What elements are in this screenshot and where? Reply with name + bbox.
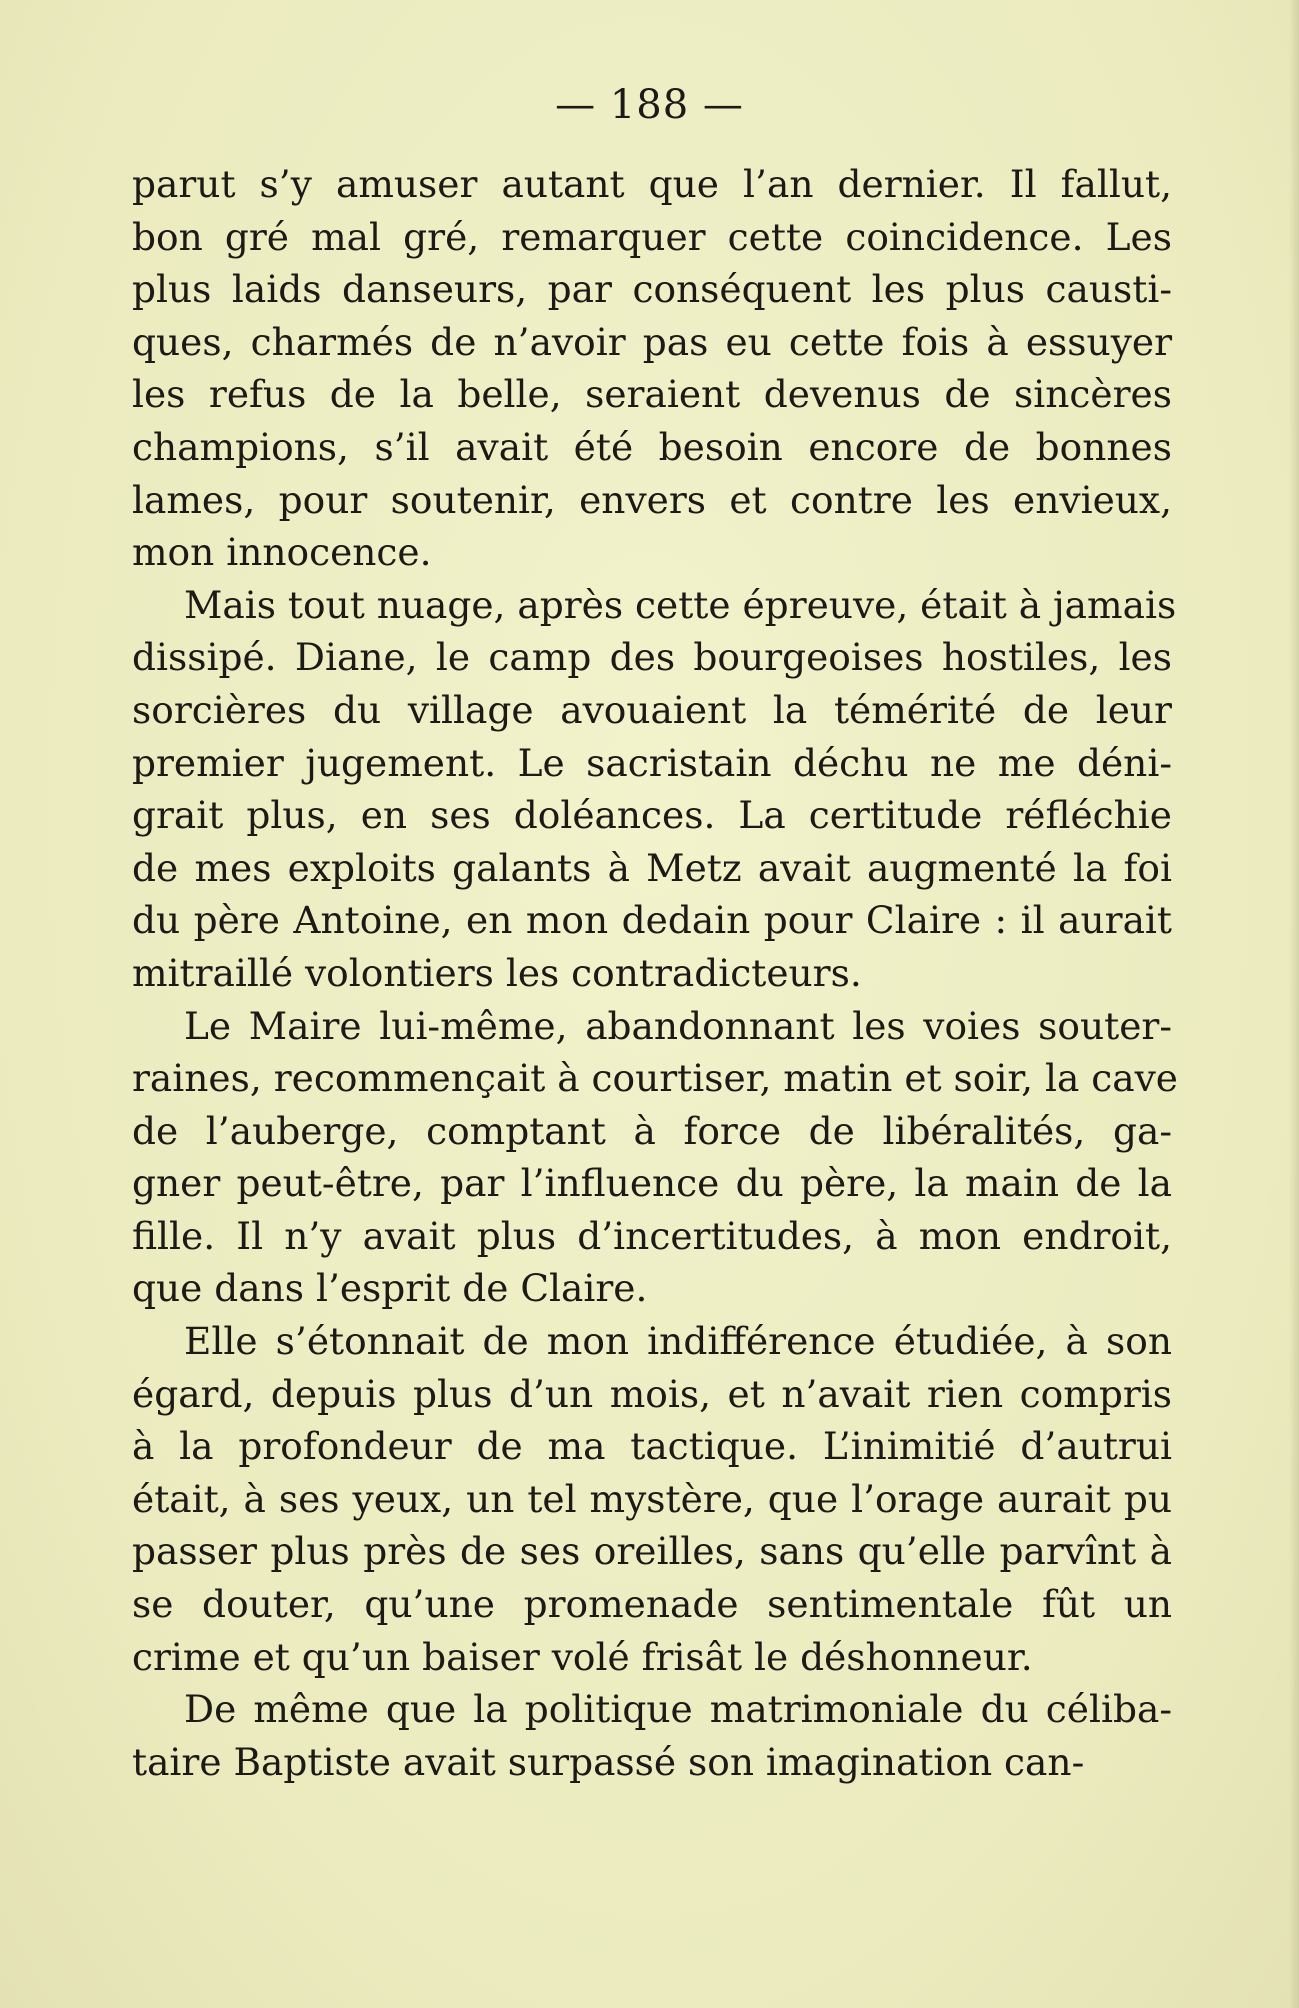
text-line: à la profondeur de ma tactique. L’inimitié d’autrui xyxy=(132,1424,1172,1469)
text-line: champions, s’il avait été besoin encore de bonnes xyxy=(132,424,1172,469)
text-line: que dans l’esprit de Claire. xyxy=(132,1266,648,1311)
page-edge-shadow xyxy=(1289,0,1299,2008)
text-line: taire Baptiste avait surpassé son imagination can- xyxy=(132,1739,1085,1784)
text-line: de l’auberge, comptant à force de libéralités, ga- xyxy=(132,1108,1172,1153)
text-line: fille. Il n’y avait plus d’incertitudes, à mon endroit, xyxy=(132,1213,1172,1258)
paragraph xyxy=(132,158,1172,579)
text-line: gner peut-être, par l’influence du père, la main de la xyxy=(132,1161,1172,1206)
text-line: de mes exploits galants à Metz avait augmenté la foi xyxy=(132,845,1172,890)
text-line: mon innocence. xyxy=(132,530,432,575)
text-line: parut s’y amuser autant que l’an dernier. Il fallut, xyxy=(132,162,1172,206)
text-line: égard, depuis plus d’un mois, et n’avait rien compris xyxy=(132,1371,1172,1416)
text-line: crime et qu’un baiser volé frisât le déshonneur. xyxy=(132,1634,1033,1679)
text-line: plus laids danseurs, par conséquent les plus causti- xyxy=(132,267,1172,312)
text-line: passer plus près de ses oreilles, sans qu’elle parvînt à xyxy=(132,1529,1172,1574)
text-line: mitraillé volontiers les contradicteurs. xyxy=(132,950,862,995)
text-line: se douter, qu’une promenade sentimentale fût un xyxy=(132,1582,1172,1627)
text-line: Elle s’étonnait de mon indifférence étudiée, à son xyxy=(184,1319,1172,1364)
paragraph xyxy=(132,1315,1172,1683)
text-line: dissipé. Diane, le camp des bourgeoises hostiles, les xyxy=(132,635,1172,680)
text-line: lames, pour soutenir, envers et contre les envieux, xyxy=(132,477,1172,522)
text-line: sorcières du village avouaient la témérité de leur xyxy=(132,687,1172,732)
text-line: les refus de la belle, seraient devenus de sincères xyxy=(132,372,1172,417)
text-line: ques, charmés de n’avoir pas eu cette fois à essuyer xyxy=(132,319,1172,364)
paragraph xyxy=(132,1000,1178,1316)
text-line: raines, recommençait à courtiser, matin et soir, la cave xyxy=(132,1056,1178,1101)
page-number: — 188 — xyxy=(555,82,744,128)
text-line: était, à ses yeux, un tel mystère, que l’orage aurait pu xyxy=(132,1476,1172,1521)
text-line: premier jugement. Le sacristain déchu ne me déni- xyxy=(132,740,1172,785)
text-line: du père Antoine, en mon dedain pour Claire : il aurait xyxy=(132,898,1172,943)
text-line: De même que la politique matrimoniale du céliba- xyxy=(184,1687,1172,1732)
paragraph xyxy=(132,579,1177,1000)
paragraph xyxy=(132,1683,1172,1788)
text-line: Le Maire lui-même, abandonnant les voies souter- xyxy=(184,1003,1172,1048)
text-line: Mais tout nuage, après cette épreuve, était à jamais xyxy=(184,582,1177,627)
text-line: bon gré mal gré, remarquer cette coincidence. Les xyxy=(132,214,1172,259)
text-line: grait plus, en ses doléances. La certitude réfléchie xyxy=(132,793,1172,838)
body-text xyxy=(132,158,1178,1788)
